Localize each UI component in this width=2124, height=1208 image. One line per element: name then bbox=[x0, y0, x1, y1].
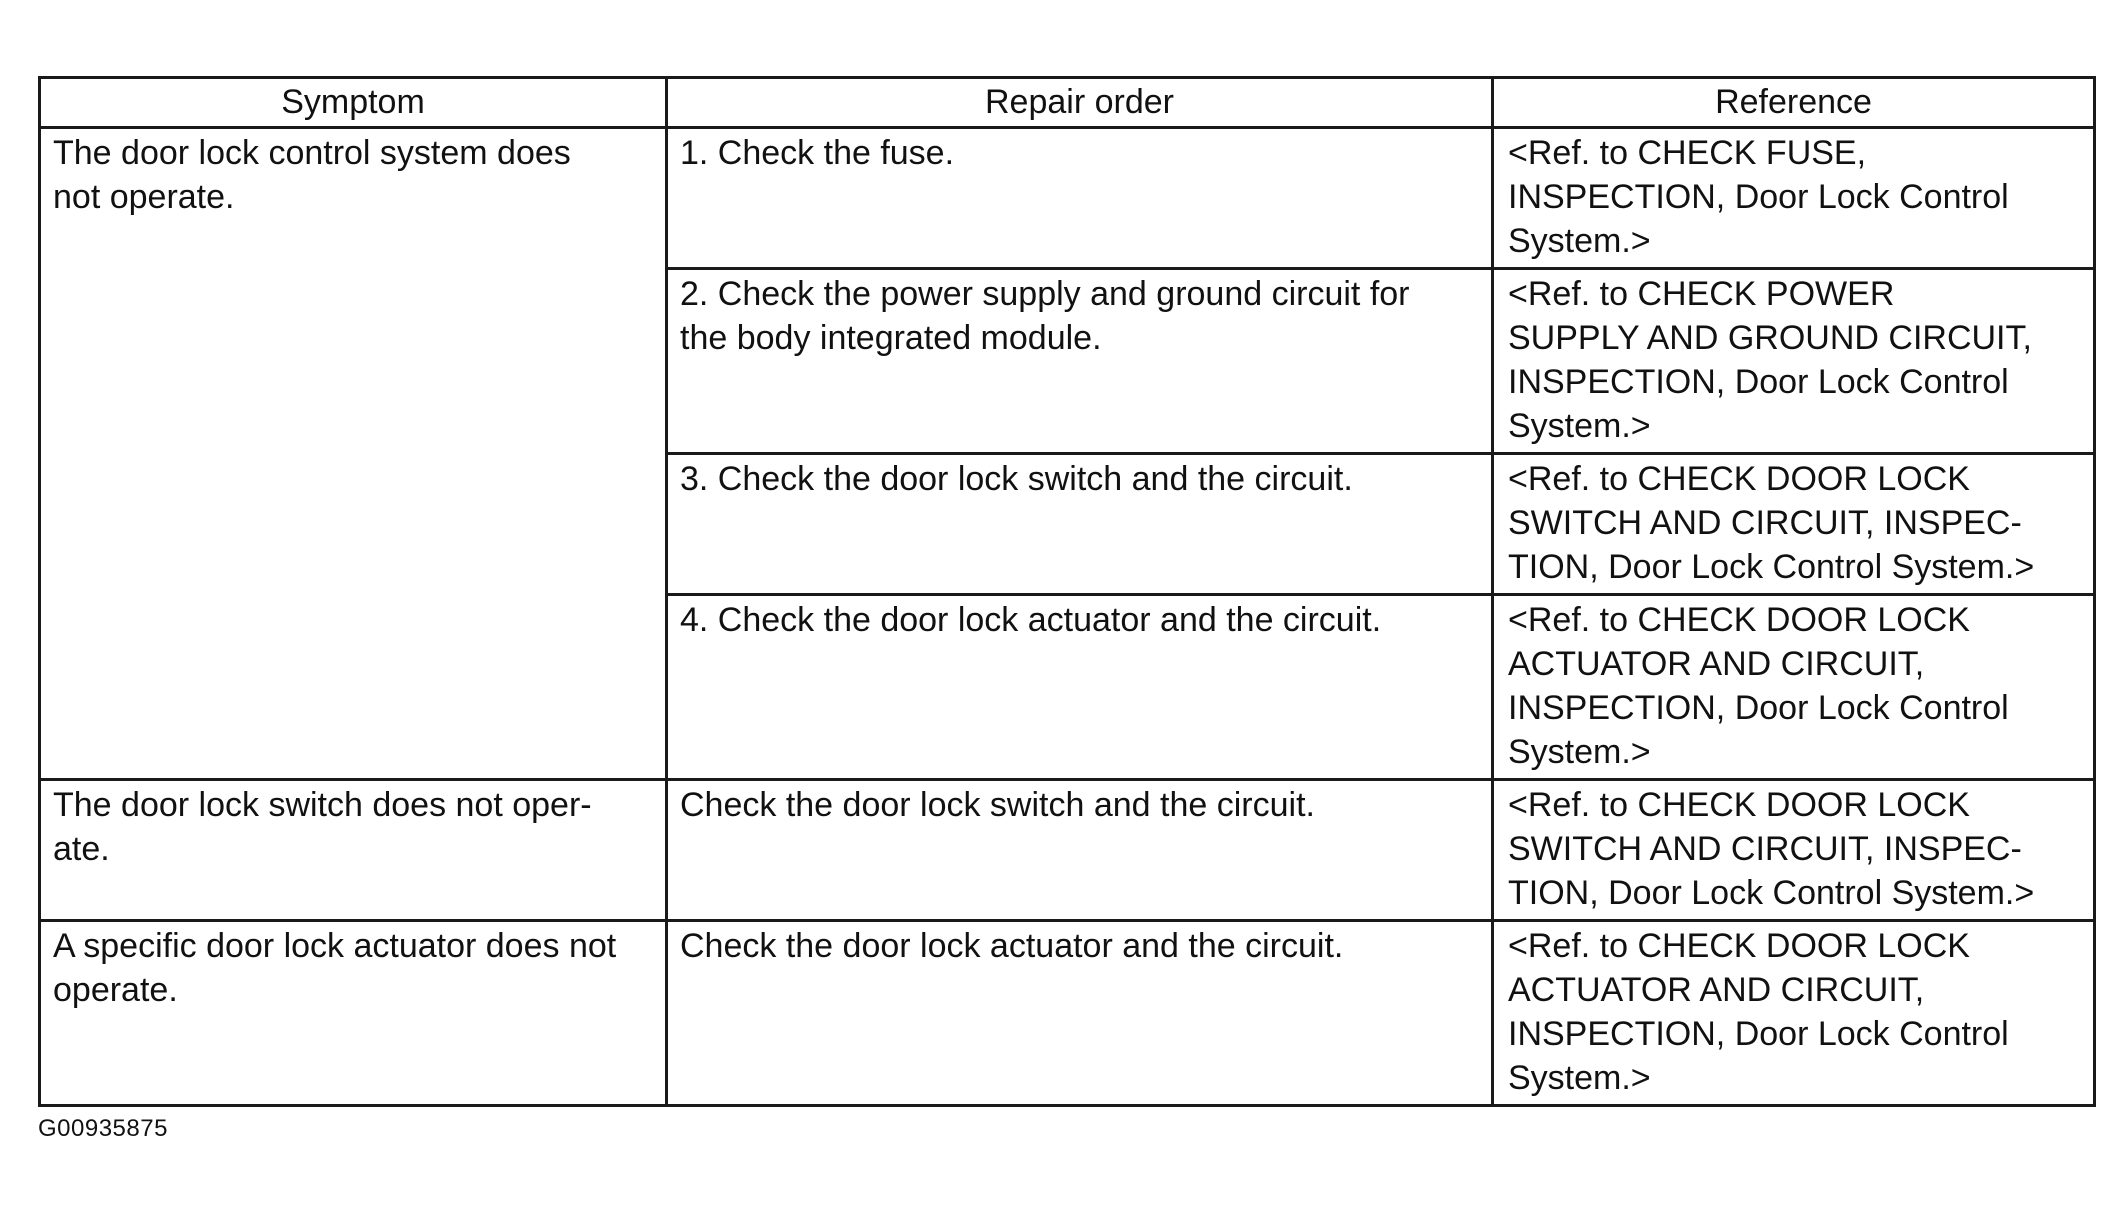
figure-id: G00935875 bbox=[38, 1115, 168, 1142]
reference-text: <Ref. to CHECK FUSE, INSPECTION, Door Lock Control System.> bbox=[1508, 134, 2009, 260]
reference-text: <Ref. to CHECK DOOR LOCK ACTUATOR AND CIRCUIT, INSPECTION, Door Lock Control System.> bbox=[1508, 927, 2009, 1097]
symptom-text: A specific door lock actuator does not operate. bbox=[53, 927, 617, 1009]
table-row bbox=[40, 921, 2095, 1106]
symptom-cell bbox=[40, 128, 667, 780]
diagnostic-table bbox=[38, 76, 2096, 1107]
repair-text: 2. Check the power supply and ground circuit for the body integrated module. bbox=[680, 275, 1410, 357]
repair-text: 3. Check the door lock switch and the circuit. bbox=[680, 460, 1353, 498]
symptom-cell bbox=[40, 921, 667, 1106]
reference-text: <Ref. to CHECK DOOR LOCK SWITCH AND CIRCUIT, INSPEC- TION, Door Lock Control System.> bbox=[1508, 460, 2035, 586]
repair-cell bbox=[667, 454, 1493, 595]
reference-cell bbox=[1493, 128, 2095, 269]
symptom-text: The door lock switch does not oper- ate. bbox=[53, 786, 592, 868]
reference-cell bbox=[1493, 595, 2095, 780]
reference-text: <Ref. to CHECK POWER SUPPLY AND GROUND CIRCUIT, INSPECTION, Door Lock Control System.> bbox=[1508, 275, 2032, 445]
repair-cell bbox=[667, 128, 1493, 269]
repair-text: 1. Check the fuse. bbox=[680, 134, 955, 172]
repair-text: Check the door lock switch and the circuit. bbox=[680, 786, 1315, 824]
repair-text: 4. Check the door lock actuator and the circuit. bbox=[680, 601, 1382, 639]
repair-cell bbox=[667, 921, 1493, 1106]
reference-text: <Ref. to CHECK DOOR LOCK SWITCH AND CIRCUIT, INSPEC- TION, Door Lock Control System.> bbox=[1508, 786, 2035, 912]
table-row bbox=[40, 780, 2095, 921]
repair-cell bbox=[667, 780, 1493, 921]
table-header-row bbox=[40, 78, 2095, 128]
repair-cell bbox=[667, 595, 1493, 780]
symptom-cell bbox=[40, 780, 667, 921]
reference-cell bbox=[1493, 269, 2095, 454]
reference-cell bbox=[1493, 780, 2095, 921]
repair-cell bbox=[667, 269, 1493, 454]
symptom-text: The door lock control system does not operate. bbox=[53, 134, 571, 216]
header-symptom: Symptom bbox=[40, 78, 667, 128]
header-repair-order: Repair order bbox=[667, 78, 1493, 128]
header-reference: Reference bbox=[1493, 78, 2095, 128]
reference-cell bbox=[1493, 921, 2095, 1106]
reference-text: <Ref. to CHECK DOOR LOCK ACTUATOR AND CIRCUIT, INSPECTION, Door Lock Control System.> bbox=[1508, 601, 2009, 771]
repair-text: Check the door lock actuator and the circuit. bbox=[680, 927, 1344, 965]
reference-cell bbox=[1493, 454, 2095, 595]
table-row bbox=[40, 128, 2095, 269]
